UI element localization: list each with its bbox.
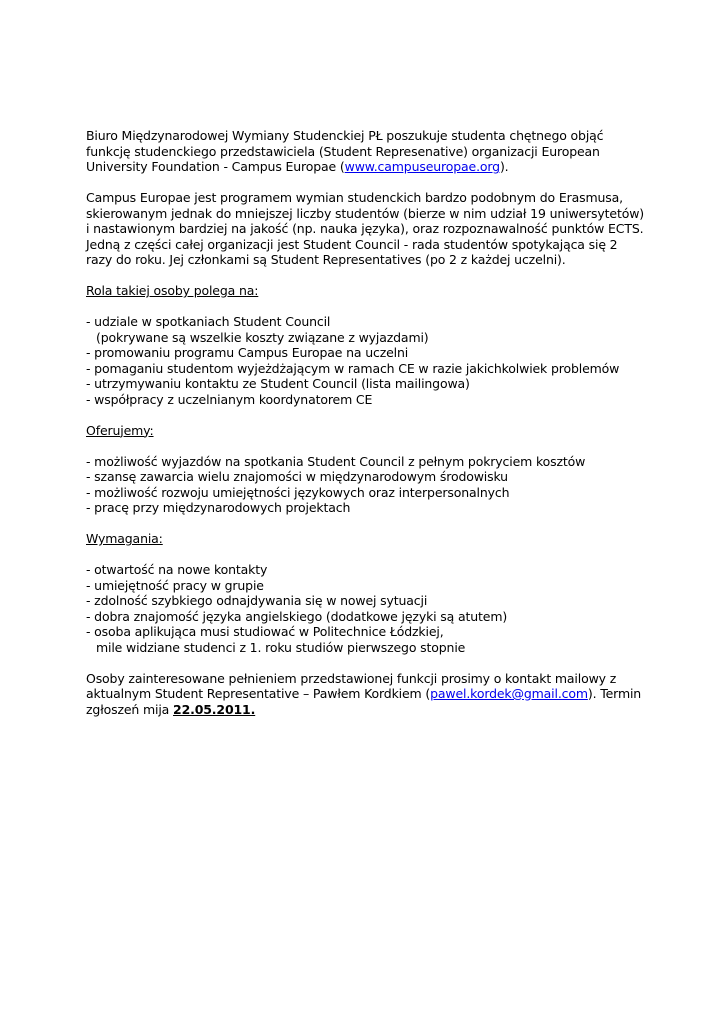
list-item: - dobra znajomość języka angielskiego (dodatkowe języki są atutem) — [86, 608, 508, 624]
about-paragraph — [86, 190, 646, 268]
spacer — [86, 407, 646, 423]
intro-line-1: Biuro Międzynarodowej Wymiany Studenckiej PŁ poszukuje studenta chętnego objąć — [86, 128, 604, 143]
intro-line-3-post: ). — [499, 159, 509, 174]
contact-line-1: Osoby zainteresowane pełnieniem przedstawionej funkcji prosimy o kontakt mailowy z — [86, 670, 617, 686]
intro-line-2: funkcję studenckiego przedstawiciela (Student Represenative) organizacji European — [86, 143, 600, 159]
about-line-2: skierowanym jednak do mniejszej liczby studentów (bierze w nim udział 19 uniwersytetów) — [86, 205, 644, 221]
document-page — [86, 128, 646, 717]
list-item: - udziale w spotkaniach Student Council — [86, 314, 331, 329]
intro-paragraph — [86, 128, 646, 175]
about-line-5: razy do roku. Jej członkami są Student Representatives (po 2 z każdej uczelni). — [86, 252, 566, 267]
list-item: - współpracy z uczelnianym koordynatorem CE — [86, 391, 373, 407]
email-link[interactable]: pawel.kordek@gmail.com — [430, 686, 588, 701]
contact-paragraph — [86, 671, 646, 718]
list-item: - utrzymywaniu kontaktu ze Student Council (lista mailingowa) — [86, 376, 470, 391]
list-item-note: (pokrywane są wszelkie koszty związane z wyjazdami) — [96, 329, 429, 345]
spacer — [86, 547, 646, 563]
contact-line-2 — [86, 686, 646, 702]
spacer — [86, 175, 646, 191]
about-line-4: Jedną z części całej organizacji jest Student Council - rada studentów spotykająca się 2 — [86, 236, 618, 252]
offer-heading: Oferujemy: — [86, 422, 154, 438]
list-item: - umiejętność pracy w grupie — [86, 577, 264, 593]
contact-line-2-post: ). Termin — [587, 686, 642, 701]
list-item: - szansę zawarcia wielu znajomości w międzynarodowym środowisku — [86, 469, 508, 484]
list-item: - otwartość na nowe kontakty — [86, 562, 268, 577]
intro-line-3-pre: University Foundation - Campus Europae ( — [86, 159, 345, 174]
role-heading: Rola takiej osoby polega na: — [86, 283, 259, 298]
intro-line-3 — [86, 159, 646, 175]
list-item: - promowaniu programu Campus Europae na uczelni — [86, 345, 409, 360]
about-line-1: Campus Europae jest programem wymian studenckich bardzo podobnym do Erasmusa, — [86, 190, 623, 205]
list-item: - pomaganiu studentom wyjeżdżającym w ramach CE w razie jakichkolwiek problemów — [86, 360, 620, 376]
spacer — [86, 655, 646, 671]
offer-list — [86, 454, 646, 516]
list-item-note: mile widziane studenci z 1. roku studiów pierwszego stopnie — [96, 639, 466, 655]
campuseuropae-link[interactable]: www.campuseuropae.org — [344, 159, 500, 174]
deadline-date: 22.05.2011. — [173, 701, 256, 717]
spacer — [86, 268, 646, 284]
requirements-list — [86, 562, 646, 655]
about-line-3: i nastawionym bardziej na jakość (np. nauka języka), oraz rozpoznawalność punktów ECTS. — [86, 221, 644, 236]
list-item: - pracę przy międzynarodowych projektach — [86, 500, 351, 515]
spacer — [86, 299, 646, 315]
spacer — [86, 516, 646, 532]
list-item: - zdolność szybkiego odnajdywania się w nowej sytuacji — [86, 593, 428, 608]
role-list — [86, 314, 646, 407]
spacer — [86, 438, 646, 454]
contact-line-3-pre: zgłoszeń mija — [86, 701, 174, 717]
list-item: - możliwość rozwoju umiejętności językowych oraz interpersonalnych — [86, 484, 510, 500]
contact-line-2-pre: aktualnym Student Representative – Pawłem Kordkiem ( — [86, 686, 431, 701]
list-item: - osoba aplikująca musi studiować w Politechnice Łódzkiej, — [86, 624, 444, 639]
list-item: - możliwość wyjazdów na spotkania Student Council z pełnym pokryciem kosztów — [86, 453, 586, 469]
contact-line-3 — [86, 702, 646, 718]
requirements-heading: Wymagania: — [86, 531, 163, 546]
